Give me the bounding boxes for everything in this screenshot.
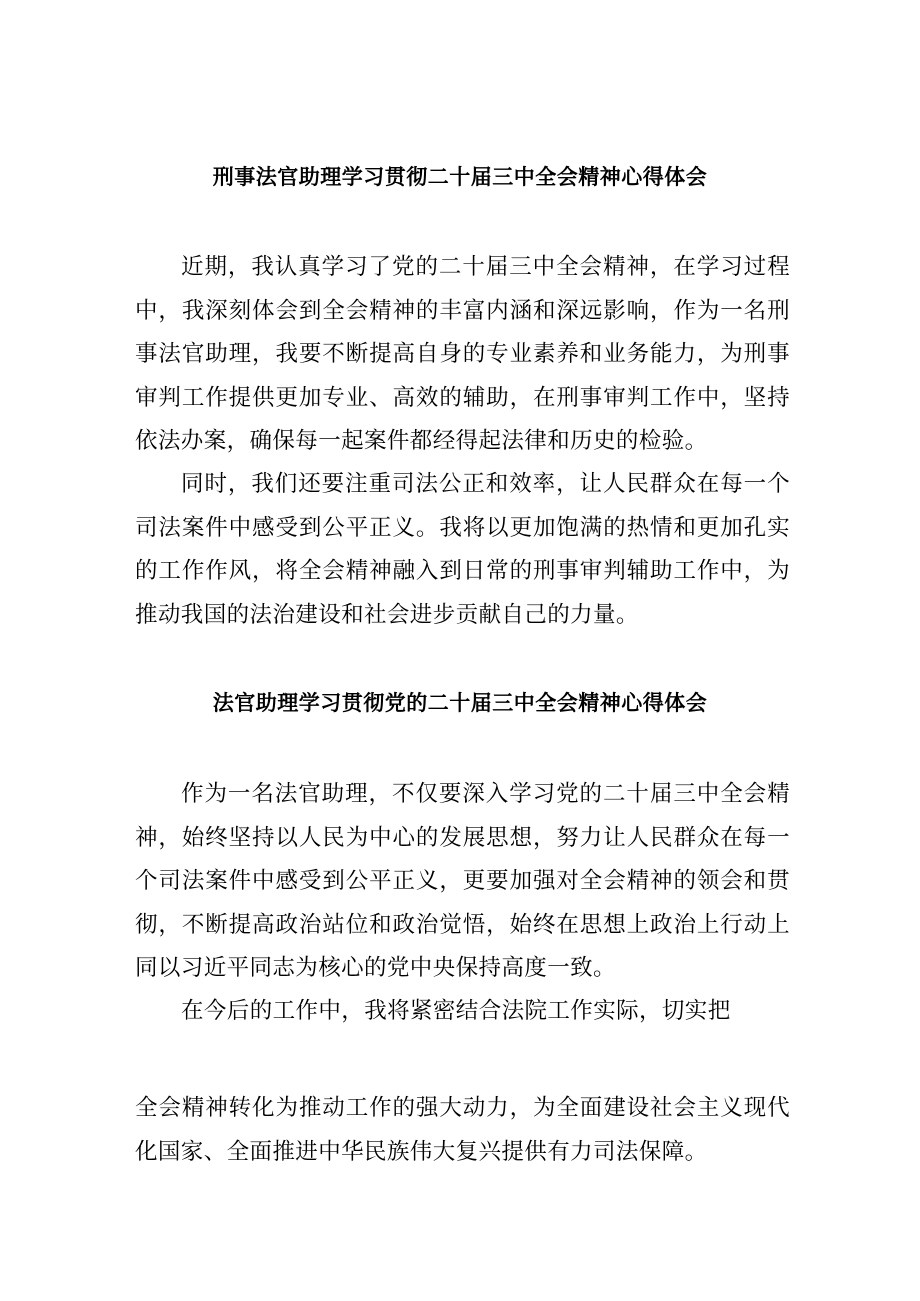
article2-paragraph-1: 作为一名法官助理，不仅要深入学习党的二十届三中全会精神，始终坚持以人民为中心的发展思想，努力让人民群众在每一个司法案件中感受到公平正义，更要加强对全会精神的领会和贯彻，不断提高政治站位和政治觉悟，始终在思想上政治上行动上同以习近平同志为核心的党中央保持高度一致。 xyxy=(135,781,790,981)
article2-paragraph-3: 全会精神转化为推动工作的强大动力，为全面建设社会主义现代化国家、全面推进中华民族伟大复兴提供有力司法保障。 xyxy=(135,1095,790,1165)
article1-paragraph-1: 近期，我认真学习了党的二十届三中全会精神，在学习过程中，我深刻体会到全会精神的丰富内涵和深远影响，作为一名刑事法官助理，我要不断提高自身的专业素养和业务能力，为刑事审判工作提供更加专业、高效的辅助，在刑事审判工作中，坚持依法办案，确保每一起案件都经得起法律和历史的检验。 xyxy=(135,254,790,454)
article2-paragraph-2: 在今后的工作中，我将紧密结合法院工作实际，切实把 xyxy=(181,998,731,1024)
article2-title: 法官助理学习贯彻党的二十届三中全会精神心得体会 xyxy=(212,691,708,715)
article1-paragraph-2: 同时，我们还要注重司法公正和效率，让人民群众在每一个司法案件中感受到公平正义。我将以更加饱满的热情和更加孔实的工作作风，将全会精神融入到日常的刑事审判辅助工作中，为推动我国的法治建设和社会进步贡献自己的力量。 xyxy=(135,471,790,628)
article1-title: 刑事法官助理学习贯彻二十届三中全会精神心得体会 xyxy=(212,165,708,189)
